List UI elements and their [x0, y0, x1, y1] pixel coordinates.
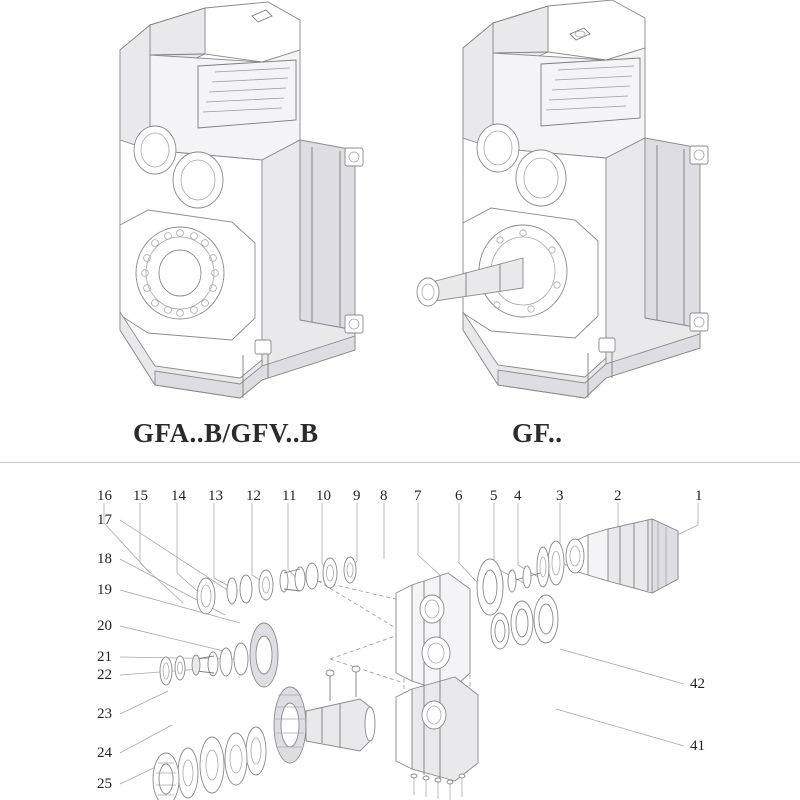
callout-19: 19 — [97, 582, 112, 598]
callout-18: 18 — [97, 551, 112, 567]
callout-1: 1 — [695, 488, 703, 504]
exploded-assembly-drawing — [0, 463, 800, 800]
left-gearbox-illustration — [120, 2, 363, 398]
callout-15: 15 — [133, 488, 148, 504]
motor-assembly — [537, 519, 678, 593]
callout-4: 4 — [514, 488, 522, 504]
gear-and-ring-stack — [153, 557, 375, 800]
callout-3: 3 — [556, 488, 564, 504]
callout-21: 21 — [97, 649, 112, 665]
callout-13: 13 — [208, 488, 223, 504]
exploded-view-area — [0, 463, 800, 800]
callout-5: 5 — [490, 488, 498, 504]
callout-10: 10 — [316, 488, 331, 504]
callout-8: 8 — [380, 488, 388, 504]
housing-halves — [396, 573, 478, 800]
callout-11: 11 — [282, 488, 297, 504]
callout-16: 16 — [97, 488, 112, 504]
callout-24: 24 — [97, 745, 112, 761]
callout-20: 20 — [97, 618, 112, 634]
right-model-caption: GF.. — [512, 418, 563, 448]
callout-2: 2 — [614, 488, 622, 504]
left-model-caption: GFA..B/GFV..B — [133, 418, 319, 448]
callout-22: 22 — [97, 667, 112, 683]
callout-7: 7 — [414, 488, 422, 504]
callout-12: 12 — [246, 488, 261, 504]
callout-9: 9 — [353, 488, 361, 504]
right-gearbox-illustration — [417, 0, 708, 398]
callout-25: 25 — [97, 776, 112, 792]
callout-23: 23 — [97, 706, 112, 722]
callout-6: 6 — [455, 488, 463, 504]
callout-14: 14 — [171, 488, 186, 504]
callout-17: 17 — [97, 512, 112, 528]
callout-42: 42 — [690, 676, 705, 692]
callout-41: 41 — [690, 738, 705, 754]
